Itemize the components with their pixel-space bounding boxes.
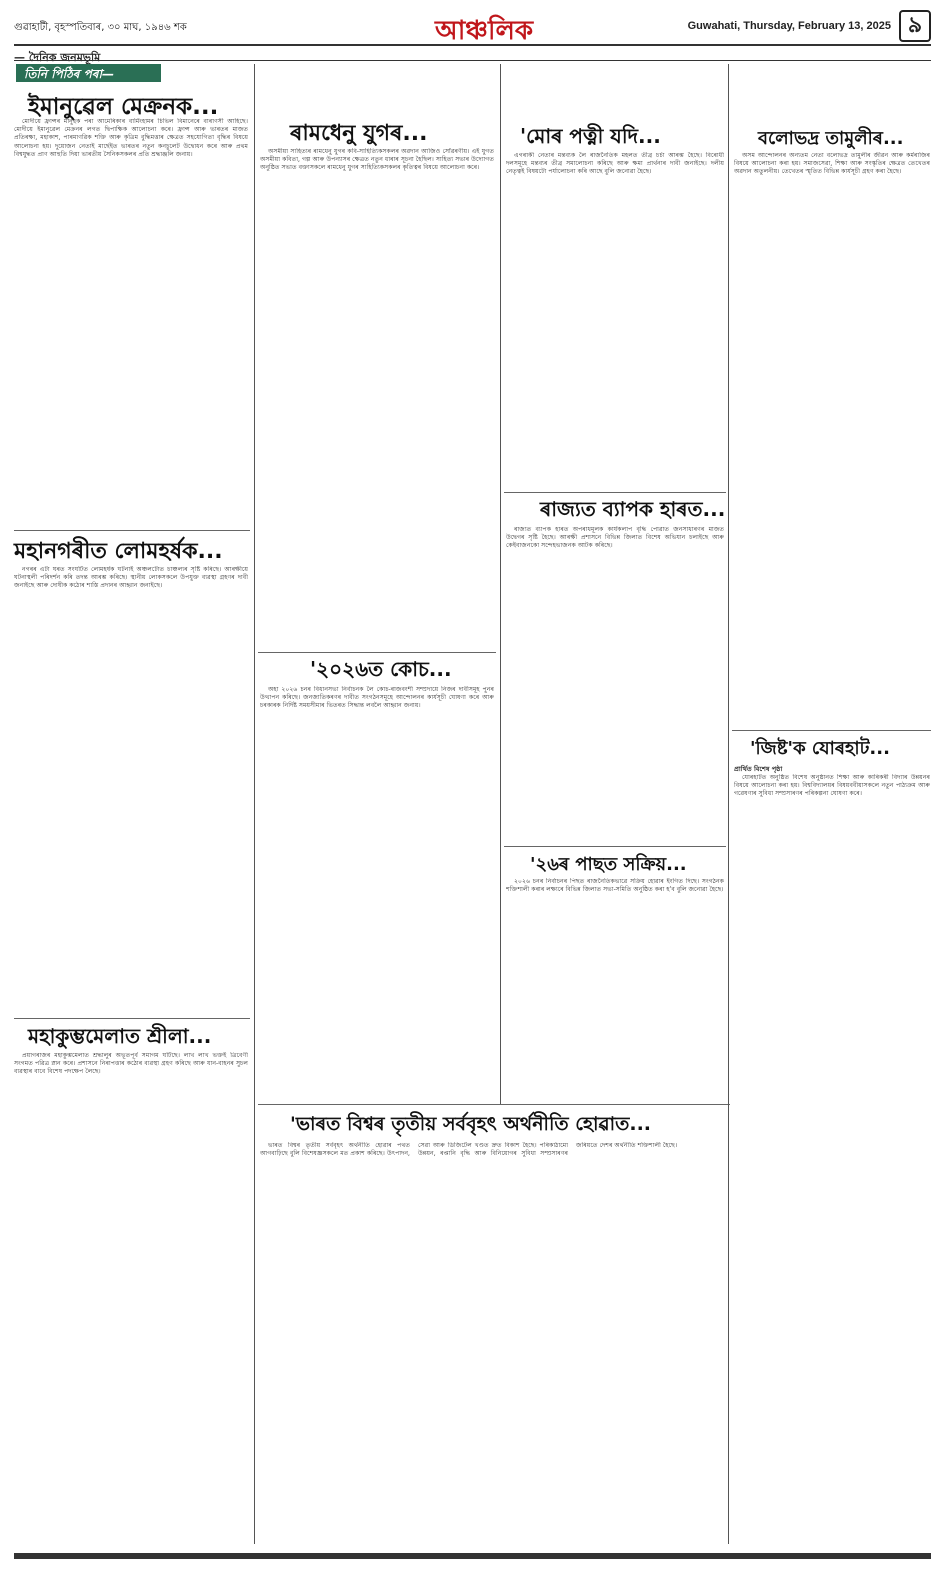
headline-a10: 'জিষ্ট'ক যোৰহাট... [750,738,890,759]
page-number: ৯ [899,10,931,42]
article-a5-body: অহা ২০২৬ চনৰ বিধানসভা নিৰ্বাচনক লৈ কোচ-ৰাজবংশী সম্প্ৰদায়ে নিজৰ দাবীসমূহ পুনৰ উত্থাপন কৰিছে। জনজাতিকৰণৰ দাবীত সংগঠনসমূহে আন্দোলনৰ কাৰ্যসূচী ঘোষণা কৰে আৰু চৰকাৰক নিৰ্দিষ্ট সময়সীমাৰ ভিতৰত সিদ্ধান্ত লবলৈ আহ্বান জনায়। [260,686,494,710]
headline-a11: 'ভাৰত বিশ্বৰ তৃতীয় সৰ্ববৃহৎ অৰ্থনীতি হোৱাত... [290,1113,652,1135]
article-a9-body: অসম আন্দোলনৰ অন্যতম নেতা বলোভদ্ৰ তামুলীৰ জীৱন আৰু কৰ্মৰাজিৰ বিষয়ে আলোচনা কৰা হয়। সমাজসেৱা, শিক্ষা আৰু সংস্কৃতিৰ ক্ষেত্ৰত তেখেতৰ অৱদান অতুলনীয়। তেখেতৰ স্মৃতিত বিভিন্ন কাৰ্যসূচী গ্ৰহণ কৰা হৈছে। [734,152,930,176]
article-separator [504,846,726,847]
article-separator [14,1018,250,1019]
headline-a9: বলোভদ্ৰ তামুলীৰ... [758,128,904,149]
headline-a3: মহাকুম্ভমেলাত শ্ৰীলা... [28,1024,212,1048]
headline-a5: '২০২৬ত কোচ... [310,657,452,681]
section-rule [14,60,931,61]
column-divider [500,64,501,1104]
headline-a2: মহানগৰীত লোমহৰ্ষক... [14,539,223,564]
section-label: — দৈনিক জনমভূমি [14,51,101,64]
article-a2-body: নগৰৰ এটা ঘৰত সংঘটিত লোমহৰ্ষক ঘটনাই অঞ্চলটোত চাঞ্চল্যৰ সৃষ্টি কৰিছে। আৰক্ষীয়ে ঘটনাস্থলী পৰিদৰ্শন কৰি তদন্ত আৰম্ভ কৰিছে। স্থানীয় লোকসকলে উপযুক্ত ব্যৱস্থা গ্ৰহণৰ দাবী জনাইছে আৰু দোষীক কঠোৰ শাস্তি প্ৰদানৰ আহ্বান জনাইছে। [14,566,248,590]
column-divider [728,64,729,1104]
subhead-a10: প্ৰাৰ্থিত বিশেষ পৃষ্ঠা [734,765,783,773]
article-separator [504,492,726,493]
article-a1-body: মোদীয়ে ফ্ৰান্সৰ মানুহক পৰা আমেৰিকাৰ বাৰ্মিংহামৰ চিভিল বিমানেৰে বাৰাণসী আহিছে। মোদীয়ে ইমানুৱেল মেক্ৰনৰ লগত দ্বিপাক্ষিক আলোচনা কৰে। ফ্ৰান্স আৰু ভাৰতৰ মাজত প্ৰতিৰক্ষা, মহাকাশ, পাৰমাণৱিক শক্তি আৰু কৃত্ৰিম বুদ্ধিমত্তাৰ ক্ষেত্ৰত সহযোগিতা বৃদ্ধিৰ বিষয়ে আলোচনা হয়। দুয়োজন নেতাই মাৰ্ছেইত ভাৰতৰ নতুন কনচুলেট উদ্বোধন কৰে আৰু প্ৰথম বিশ্বযুদ্ধত প্ৰাণ আহুতি দিয়া ভাৰতীয় সৈনিকসকলৰ প্ৰতি শ্ৰদ্ধাঞ্জলি জনায়। [14,118,248,158]
headline-a4: ৰামধেনু যুগৰ... [290,121,428,146]
header-rule [14,44,931,46]
headline-a6: 'মোৰ পত্নী যদি... [520,124,661,148]
article-separator [258,1104,730,1105]
article-a6-body: এগৰাকী নেতাৰ মন্তব্যক লৈ ৰাজনৈতিক মহলত তীব্ৰ চৰ্চা আৰম্ভ হৈছে। বিৰোধী দলসমূহে মন্তব্যৰ তীব্ৰ সমালোচনা কৰিছে আৰু ক্ষমা প্ৰাৰ্থনাৰ দাবী জনাইছে। দলীয় নেতৃত্বই বিষয়টো পৰ্যালোচনা কৰি আছে বুলি জনোৱা হৈছে। [506,152,724,176]
article-separator [14,530,250,531]
article-separator [732,730,931,731]
masthead: আঞ্চলিক [434,16,534,46]
headline-a8: '২৬ৰ পাছত সক্ৰিয়... [530,854,687,875]
banner: তিনি পিঠিৰ পৰা— [16,64,161,82]
header-date-assamese: গুৱাহাটী, বৃহস্পতিবাৰ, ৩০ মাঘ, ১৯৪৬ শক [14,22,187,33]
article-a11-body: ভাৰত বিশ্বৰ তৃতীয় সৰ্ববৃহৎ অৰ্থনীতি হোৱাৰ পথত আগবাঢ়িছে বুলি বিশেষজ্ঞসকলে মত প্ৰকাশ কৰিছে। উৎপাদন, সেৱা আৰু ডিজিটেল খণ্ডত দ্ৰুত বিকাশ হৈছে। পৰিকাঠামো উন্নয়ন, ৰপ্তানি বৃদ্ধি আৰু বিনিয়োগৰ সুবিধা সম্প্ৰসাৰণৰ জৰিয়তে দেশৰ অৰ্থনীতি শক্তিশালী হৈছে। [260,1142,678,1158]
column-divider [728,1104,729,1544]
article-separator [258,652,496,653]
page-header [14,10,931,46]
headline-a7: ৰাজ্যত ব্যাপক হাৰত... [540,497,726,521]
article-a3-body: প্ৰয়াগৰাজৰ মহাকুম্ভমেলাত শ্ৰদ্ধালুৰ অভূতপূৰ্ব সমাগম ঘটিছে। লাখ লাখ ভক্তই ত্ৰিবেণী সংগমত পৱিত্ৰ স্নান কৰে। প্ৰশাসনে নিৰাপত্তাৰ কঠোৰ ব্যৱস্থা গ্ৰহণ কৰিছে আৰু যান-বাহনৰ সুচল ব্যৱস্থাৰ বাবে বিশেষ পদক্ষেপ লৈছে। [14,1052,248,1076]
article-a10-body: যোৰহাটত অনুষ্ঠিত বিশেষ অনুষ্ঠানত শিক্ষা আৰু কাৰিকৰী বিদ্যাৰ উন্নয়নৰ বিষয়ে আলোচনা কৰা হয়। বিশ্ববিদ্যালয়ৰ বিষয়ববীয়াসকলে নতুন পাঠ্যক্ৰম আৰু গৱেষণাৰ সুবিধা সম্প্ৰসাৰণৰ পৰিকল্পনা ঘোষণা কৰে। [734,774,930,798]
headline-a1: ইমানুৱেল মেক্ৰনক... [28,94,219,120]
article-a4-body: অসমীয়া সাহিত্যৰ ৰামধেনু যুগৰ কবি-সাহিত্যিকসকলৰ অৱদান আজিও সোঁৱৰণীয়। এই যুগত অসমীয়া কবিতা, গল্প আৰু উপন্যাসৰ ক্ষেত্ৰত নতুন ধাৰাৰ সূচনা হৈছিল। সাহিত্য সভাৰ উদ্যোগত অনুষ্ঠিত সভাত বক্তাসকলে ৰামধেনু যুগৰ সাহিত্যিকসকলৰ কৃতিত্বৰ বিষয়ে আলোচনা কৰে। [260,148,494,172]
footer-band [14,1553,931,1559]
header-date-english: Guwahati, Thursday, February 13, 2025 [687,20,891,32]
column-divider [254,64,255,1544]
article-a7-body: ৰাজ্যত ব্যাপক হাৰত অপৰাধমূলক কাৰ্যকলাপ বৃদ্ধি পোৱাত জনসাধাৰণৰ মাজত উদ্বেগৰ সৃষ্টি হৈছে। আৰক্ষী প্ৰশাসনে বিভিন্ন জিলাত বিশেষ অভিযান চলাইছে আৰু কেইবাজনকো সন্দেহভাজনক আটক কৰিছে। [506,526,724,550]
article-a8-body: ২০২৬ চনৰ নিৰ্বাচনৰ পিছত ৰাজনৈতিকভাৱে সক্ৰিয় হোৱাৰ ইংগিত দিছে। সংগঠনক শক্তিশালী কৰাৰ লক্ষ্যৰে বিভিন্ন জিলাত সভা-সমিতি অনুষ্ঠিত কৰা হ'ব বুলি জনোৱা হৈছে। [506,878,724,894]
